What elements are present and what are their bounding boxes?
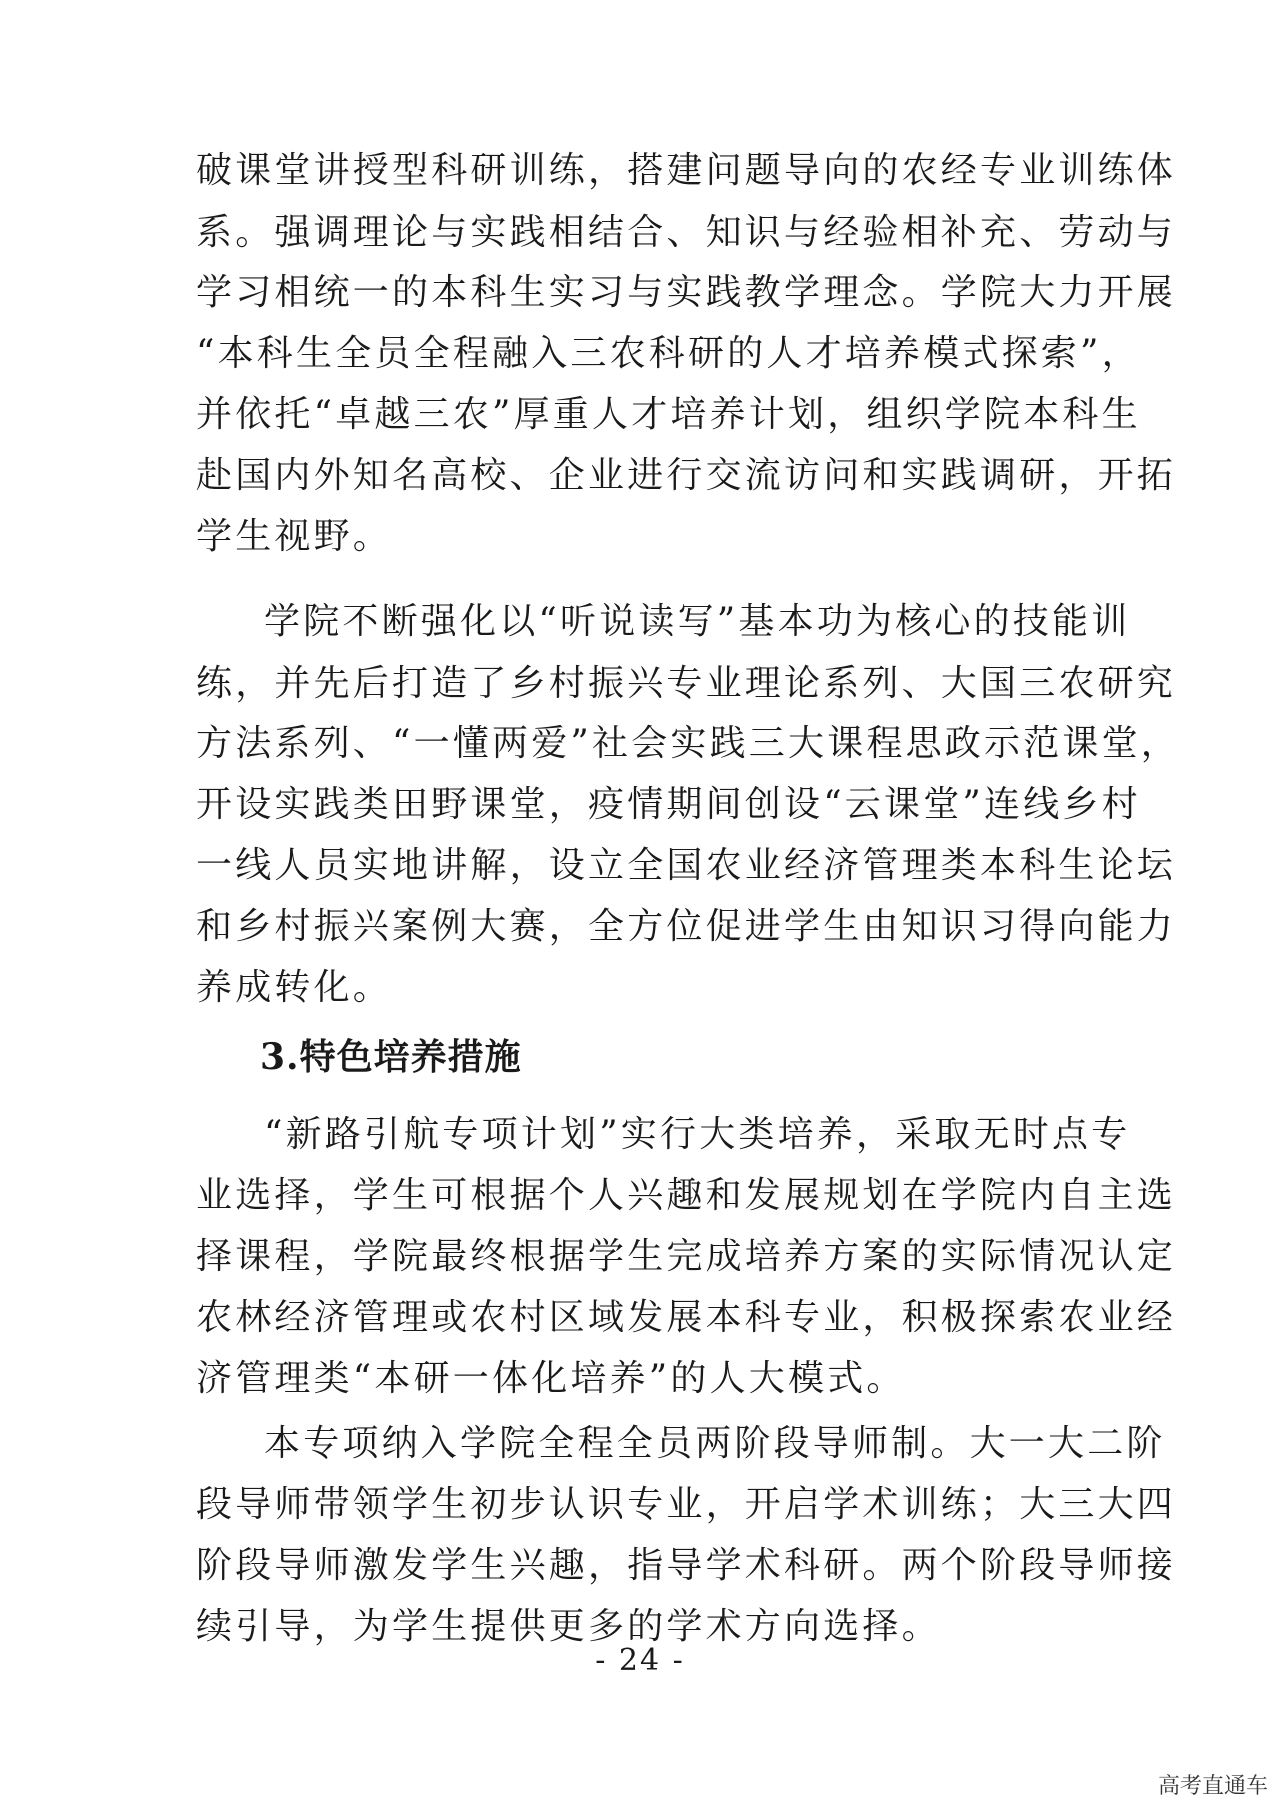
paragraph-3-line-3: 择课程，学院最终根据学生完成培养方案的实际情况认定 bbox=[196, 1236, 1177, 1277]
page-number: - 24 - bbox=[595, 1643, 685, 1678]
paragraph-1-line-4: “本科生全员全程融入三农科研的人才培养模式探索”， bbox=[196, 333, 1141, 374]
paragraph-3-line-4: 农林经济管理或农村区域发展本科专业，积极探索农业经 bbox=[196, 1297, 1177, 1338]
paragraph-4-line-1: 本专项纳入学院全程全员两阶段导师制。大一大二阶 bbox=[264, 1423, 1166, 1464]
paragraph-2-line-6: 和乡村振兴案例大赛，全方位促进学生由知识习得向能力 bbox=[196, 906, 1177, 947]
paragraph-1-line-1: 破课堂讲授型科研训练，搭建问题导向的农经专业训练体 bbox=[196, 150, 1177, 191]
paragraph-1-line-3: 学习相统一的本科生实习与实践教学理念。学院大力开展 bbox=[196, 272, 1177, 313]
paragraph-4-line-2: 段导师带领学生初步认识专业，开启学术训练；大三大四 bbox=[196, 1484, 1177, 1525]
paragraph-2-line-5: 一线人员实地讲解，设立全国农业经济管理类本科生论坛 bbox=[196, 845, 1177, 886]
paragraph-3-line-2: 业选择，学生可根据个人兴趣和发展规划在学院内自主选 bbox=[196, 1175, 1177, 1216]
paragraph-1-line-6: 赴国内外知名高校、企业进行交流访问和实践调研，开拓 bbox=[196, 455, 1177, 496]
paragraph-3-line-5: 济管理类“本研一体化培养”的人大模式。 bbox=[196, 1358, 906, 1399]
watermark-text: 高考直通车 bbox=[1157, 1774, 1268, 1799]
paragraph-1-line-7: 学生视野。 bbox=[196, 516, 393, 557]
paragraph-1-line-5: 并依托“卓越三农”厚重人才培养计划，组织学院本科生 bbox=[196, 394, 1141, 435]
section-heading: 3.特色培养措施 bbox=[260, 1036, 522, 1078]
paragraph-2-line-7: 养成转化。 bbox=[196, 967, 393, 1008]
paragraph-4-line-3: 阶段导师激发学生兴趣，指导学术科研。两个阶段导师接 bbox=[196, 1545, 1177, 1586]
paragraph-3-line-1: “新路引航专项计划”实行大类培养，采取无时点专 bbox=[264, 1114, 1131, 1155]
paragraph-2-line-1: 学院不断强化以“听说读写”基本功为核心的技能训 bbox=[264, 601, 1131, 642]
paragraph-2-line-3: 方法系列、“一懂两爱”社会实践三大课程思政示范课堂， bbox=[196, 723, 1181, 764]
paragraph-1-line-2: 系。强调理论与实践相结合、知识与经验相补充、劳动与 bbox=[196, 212, 1177, 253]
paragraph-2-line-4: 开设实践类田野课堂，疫情期间创设“云课堂”连线乡村 bbox=[196, 784, 1141, 825]
paragraph-2-line-2: 练，并先后打造了乡村振兴专业理论系列、大国三农研究 bbox=[196, 663, 1177, 704]
paragraph-4-line-4: 续引导，为学生提供更多的学术方向选择。 bbox=[196, 1606, 941, 1647]
